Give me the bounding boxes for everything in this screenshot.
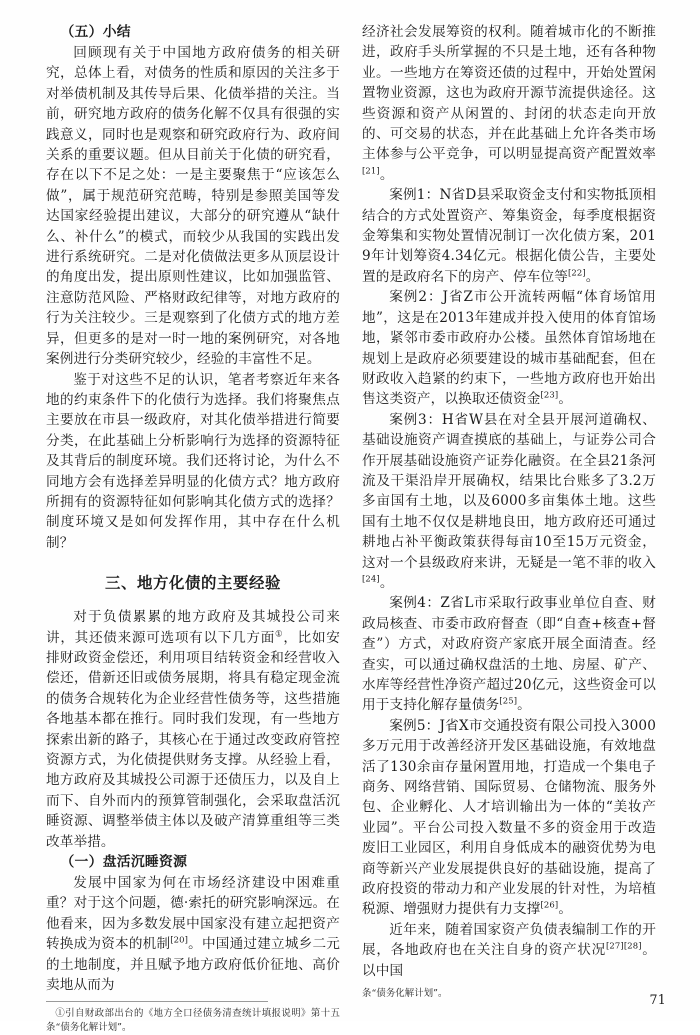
citation-reference-24: [24] — [362, 573, 380, 584]
case-text-post: 。 — [558, 391, 573, 408]
case-study-1 — [362, 185, 656, 287]
page-number: 71 — [649, 992, 666, 1007]
case-study-2 — [362, 287, 656, 409]
paragraph-literature-review: 回顾现有关于中国地方政府债务的相关研究，总体上看，对债务的性质和原因的关注多于对举债机制及其传导后果、化债举措的关注。当前，研究地方政府的债务化解不仅具有很强的实践意义，同时也是观察和研究政府行为、政府间关系的重要议题。但从目前关于化债的研究看，存在以下不足之处：一是主要聚焦于“应该怎么做”，属于规范研究范畴，特别是参照美国等发达国家经验提出建议，大部分的研究遵从“缺什么、补什么”的模式，而较少从我国的实践出发进行系统研究。二是对化债做法更多从顶层设计的角度出发，提出原则性建议，比如加强监管、注意防范风险、严格财政纪律等，对地方政府的行为关注较少。三是观察到了化债方式的地方差异，但更多的是对一时一地的案例研究，对各地案例进行分类研究较少，经验的丰富性不足。 — [46, 45, 340, 368]
case-text-pre: 案例2：J省Z市公开流转两幅“体育场馆用地”，这是在2013年建成并投入使用的体育馆场地，紧邻市委市政府办公楼。虽然体育馆场地在规划上是政府必须要建设的城市基础配套，但在财政收入趋紧的约束下，一些地方政府也开始出售这类资产，以换取还债资金 — [362, 289, 656, 408]
case-text-pre: 案例5：J省X市交通投资有限公司投入3000多万元用于改善经济开发区基础设施，有效地盘活了130余亩存量闲置用地，打造成一个集电子商务、网络营销、国际贸易、仓储物流、服务外包、企业孵化、人才培训输出为一体的“美妆产业园”。平台公司投入数量不多的资金用于改造废旧工业园区，利用自身低成本的融资优势为电商等新兴产业发展提供良好的基础设施，提高了政府投资的带动力和产业发展的针对性，为培植税源、增强财力提供有力支撑 — [362, 717, 656, 918]
paragraph-urbanization-assets — [362, 22, 656, 185]
footnote-area-left — [46, 995, 340, 1035]
case-text-post: 。 — [558, 901, 573, 918]
paragraph-text-post: 。以中国 — [362, 942, 657, 979]
footnote-spacer — [362, 1001, 656, 1015]
citation-reference-21: [21] — [362, 165, 380, 176]
case-text-post: 。 — [379, 574, 394, 591]
footnote-continuation: 条“债务化解计划”。 — [362, 988, 448, 1000]
case-text-pre: 案例1：N省D县采取资金支付和实物抵顶相结合的方式处置资产、筹集资金，每季度根据资金筹集和实物处置情况制订一次化债方案，2019年计划筹资4.34亿元。根据化债公告，主要处置的是政府名下的房产、停车位等 — [362, 187, 656, 285]
paragraph-text-pre: 近年来，随着国家资产负债表编制工作的开展，各地政府也在关注自身的资产状况 — [362, 921, 656, 959]
paragraph-debt-repayment-sources — [46, 607, 340, 852]
citation-reference-27-28: [27][28] — [605, 940, 642, 951]
footnote-divider — [46, 1001, 268, 1002]
case-text-pre: 案例3：H省W县在对全县开展河道确权、基础设施资产调查摸底的基础上，与证券公司合作开展基础设施资产证券化融资。在全县21条河流及干渠沿岸开展确权，结果比台账多了3.2万多亩国有土地，以及6000多亩集体土地。这些国有土地不仅仅是耕地良田，地方政府还可通过耕地占补平衡政策获得每亩10至15万元资金，这对一个县级政府来讲，无疑是一笔不菲的收入 — [362, 411, 656, 571]
footnote-text: 引自财政部出台的《地方全口径债务清查统计填报说明》第十五条“债务化解计划”。 — [46, 1008, 340, 1034]
paragraph-research-plan: 鉴于对这些不足的认识，笔者考察近年来各地的约束条件下的化债行为选择。我们将聚焦点主要放在市县一级政府，对其化债举措进行简要分类，在此基础上分析影响行为选择的资源特征及其背后的制度环境。我们还将讨论，为什么不同地方会有选择差异明显的化债方式？地方政府所拥有的资源特征如何影响其化债方式的选择？制度环境又是如何发挥作用，其中存在什么机制？ — [46, 371, 340, 551]
paragraph-text-pre: 发展中国家为何在市场经济建设中困难重重？对于这个问题，德·索托的研究影响深远。在他看来，因为多数发展中国家没有建立起把资产转换成为资本的机制 — [46, 875, 340, 953]
citation-reference-22: [22] — [567, 267, 586, 278]
footnote-entry — [46, 1007, 340, 1035]
case-study-4 — [362, 593, 656, 715]
paragraph-text-post: 。 — [379, 166, 394, 183]
citation-reference-26: [26] — [540, 899, 559, 910]
case-text-pre: 案例4：Z省L市采取行政事业单位自查、财政局核查、市委市政府督查（即“自查+核查+督查”）方式，对政府资产家底开展全面清查。经查实，可以通过确权盘活的土地、房屋、矿产、水库等经营性净资产超过20亿元，这些资金可以用于支持化解存量债务 — [362, 595, 656, 714]
citation-reference-23: [23] — [540, 389, 559, 400]
footnote-reference-1: ① — [275, 628, 284, 639]
subsection-heading-summary: （五）小结 — [60, 24, 131, 40]
paragraph-text-pre: 对于负债累累的地方政府及其城投公司来讲，其还债来源可选项有以下几方面 — [46, 609, 340, 646]
paragraph-de-soto — [46, 873, 340, 995]
citation-reference-25: [25] — [499, 695, 518, 706]
right-column — [362, 22, 657, 1000]
paragraph-text-post: 。中国通过建立城乡二元的土地制度，并且赋予地方政府低价征地、高价卖地从而为 — [46, 936, 340, 994]
paragraph-balance-sheet — [362, 920, 656, 981]
case-text-post: 。 — [517, 697, 531, 714]
section-heading-main-experience: 三、地方化债的主要经验 — [104, 574, 282, 593]
case-text-post: 。 — [585, 268, 600, 285]
paragraph-text-post: ，比如安排财政资金偿还，利用项目结转资金和经营收入偿还，借新还旧或债务展期，将具有稳定现金流的债务合规转化为企业经营性债务等，这些措施各地基本都在推行。同时我们发现，有一些地方探索出新的路子，其核心在于通过改变政府管控资源方式，为化债提供财务支撑。从经验上看，地方政府及其城投公司源于还债压力，以及自上而下、自外而内的预算管制强化，会采取盘活沉睡资源、调整举债主体以及破产清算重组等三类改革举措。 — [46, 629, 341, 850]
paragraph-text-pre: 经济社会发展筹资的权利。随着城市化的不断推进，政府手头所掌握的不只是土地，还有各种物业。一些地方在筹资还债的过程中，开始处置闲置物业资源，这也为政府开源节流提供途径。这些资源和资产从闲置的、封闭的状态走向开放的、可交易的状态，并在此基础上允许各类市场主体参与公平竞争，可以明显提高资产配置效率 — [362, 24, 656, 163]
subsection-heading-revitalize-assets: （一）盘活沉睡资源 — [60, 854, 188, 871]
footnote-area-right — [362, 981, 656, 1015]
left-column — [46, 22, 341, 1034]
case-study-5 — [362, 716, 656, 920]
case-study-3 — [362, 410, 656, 594]
citation-reference-20: [20] — [170, 934, 189, 945]
footnote-marker: ① — [55, 1008, 66, 1020]
